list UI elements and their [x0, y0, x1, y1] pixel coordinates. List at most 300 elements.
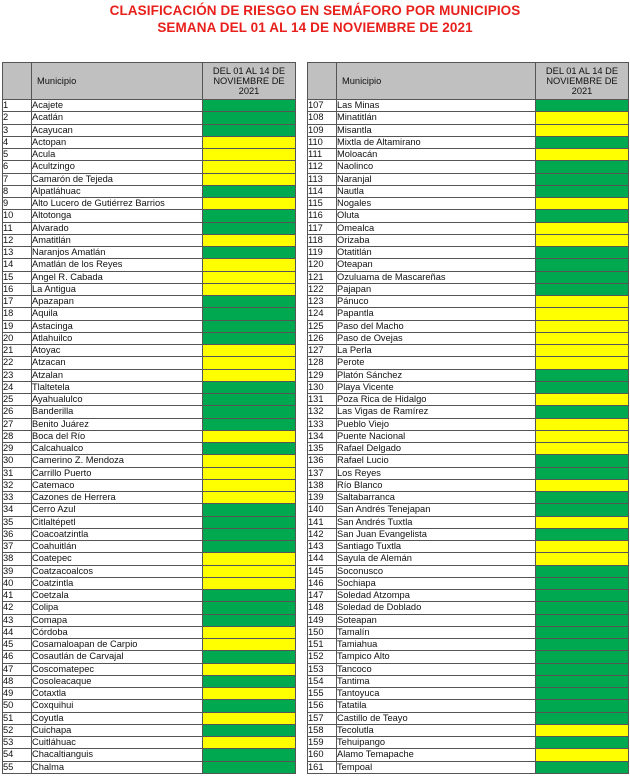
table-row [3, 688, 296, 700]
table-row [3, 136, 296, 148]
row-number: 30 [3, 455, 32, 467]
semaforo-verde [203, 100, 296, 112]
semaforo-verde [203, 675, 296, 687]
table-row [3, 602, 296, 614]
row-number: 21 [3, 345, 32, 357]
semaforo-verde [203, 124, 296, 136]
table-row [3, 173, 296, 185]
municipio-name: Coxquihui [32, 700, 203, 712]
row-number: 2 [3, 112, 32, 124]
municipio-name: Pánuco [337, 296, 536, 308]
row-number: 1 [3, 100, 32, 112]
table-row [308, 492, 629, 504]
semaforo-amarillo [203, 492, 296, 504]
table-row [308, 467, 629, 479]
municipio-name: Nautla [337, 185, 536, 197]
municipio-name: Cerro Azul [32, 504, 203, 516]
row-number: 53 [3, 737, 32, 749]
row-number: 140 [308, 504, 337, 516]
municipio-name: Cazones de Herrera [32, 492, 203, 504]
municipio-name: San Juan Evangelista [337, 528, 536, 540]
municipio-name: Pueblo Viejo [337, 418, 536, 430]
row-number: 7 [3, 173, 32, 185]
table-row [3, 749, 296, 761]
semaforo-verde [203, 112, 296, 124]
row-number: 152 [308, 651, 337, 663]
semaforo-verde [203, 541, 296, 553]
table-row [3, 198, 296, 210]
semaforo-verde [536, 700, 629, 712]
table-row [3, 320, 296, 332]
table-row [3, 712, 296, 724]
municipio-name: Puente Nacional [337, 430, 536, 442]
row-number: 35 [3, 516, 32, 528]
table-row [308, 149, 629, 161]
row-number: 47 [3, 663, 32, 675]
risk-table-left [2, 62, 296, 774]
table-row [308, 222, 629, 234]
municipio-name: Coatzacoalcos [32, 565, 203, 577]
table-row [308, 234, 629, 246]
table-row [3, 675, 296, 687]
semaforo-amarillo [203, 626, 296, 638]
municipio-name: Camarón de Tejeda [32, 173, 203, 185]
row-number: 135 [308, 443, 337, 455]
semaforo-verde [203, 614, 296, 626]
semaforo-amarillo [203, 345, 296, 357]
table-row [308, 247, 629, 259]
municipio-name: Soledad de Doblado [337, 602, 536, 614]
semaforo-amarillo [203, 565, 296, 577]
semaforo-amarillo [536, 724, 629, 736]
municipio-name: Catemaco [32, 479, 203, 491]
table-row [308, 100, 629, 112]
municipio-name: Acajete [32, 100, 203, 112]
municipio-name: Pajapan [337, 283, 536, 295]
header-week-line3: 2021 [238, 86, 260, 96]
semaforo-verde [536, 369, 629, 381]
semaforo-amarillo [203, 663, 296, 675]
semaforo-amarillo [536, 430, 629, 442]
semaforo-amarillo [536, 308, 629, 320]
row-number: 6 [3, 161, 32, 173]
row-number: 26 [3, 406, 32, 418]
row-number: 22 [3, 357, 32, 369]
semaforo-amarillo [203, 198, 296, 210]
municipio-name: Citlaltépetl [32, 516, 203, 528]
table-row [308, 320, 629, 332]
table-row [308, 626, 629, 638]
municipio-name: San Andrés Tuxtla [337, 516, 536, 528]
semaforo-amarillo [536, 296, 629, 308]
semaforo-verde [536, 565, 629, 577]
row-number: 116 [308, 210, 337, 222]
municipio-name: Coetzala [32, 590, 203, 602]
row-number: 110 [308, 136, 337, 148]
semaforo-verde [536, 492, 629, 504]
municipio-name: Tantima [337, 675, 536, 687]
semaforo-amarillo [536, 553, 629, 565]
table-row [3, 332, 296, 344]
semaforo-verde [203, 724, 296, 736]
table-row [3, 541, 296, 553]
table-row [308, 271, 629, 283]
semaforo-amarillo [536, 112, 629, 124]
semaforo-verde [536, 210, 629, 222]
table-row [308, 112, 629, 124]
table-row [308, 749, 629, 761]
municipio-name: Tatatila [337, 700, 536, 712]
semaforo-amarillo [203, 271, 296, 283]
row-number: 127 [308, 345, 337, 357]
table-row [308, 418, 629, 430]
municipio-name: Ozuluama de Mascareñas [337, 271, 536, 283]
header-week-line2: NOVIEMBRE DE [546, 76, 618, 86]
table-row [308, 541, 629, 553]
municipio-name: Banderilla [32, 406, 203, 418]
row-number: 15 [3, 271, 32, 283]
table-row [3, 271, 296, 283]
row-number: 54 [3, 749, 32, 761]
table-row [3, 467, 296, 479]
row-number: 158 [308, 724, 337, 736]
table-row [308, 724, 629, 736]
table-row [3, 296, 296, 308]
semaforo-amarillo [536, 320, 629, 332]
municipio-name: Coahuitlán [32, 541, 203, 553]
row-number: 17 [3, 296, 32, 308]
semaforo-verde [536, 528, 629, 540]
row-number: 153 [308, 663, 337, 675]
municipio-name: Cuichapa [32, 724, 203, 736]
table-row [3, 761, 296, 773]
municipio-name: Sayula de Alemán [337, 553, 536, 565]
table-row [308, 504, 629, 516]
table-row [3, 700, 296, 712]
table-row [308, 590, 629, 602]
municipio-name: Actopan [32, 136, 203, 148]
table-row [3, 124, 296, 136]
semaforo-amarillo [536, 357, 629, 369]
row-number: 10 [3, 210, 32, 222]
row-number: 44 [3, 626, 32, 638]
row-number: 25 [3, 394, 32, 406]
semaforo-verde [536, 712, 629, 724]
table-row [3, 357, 296, 369]
municipio-name: Castillo de Teayo [337, 712, 536, 724]
row-number: 113 [308, 173, 337, 185]
municipio-name: San Andrés Tenejapan [337, 504, 536, 516]
header-municipio: Municipio [337, 63, 536, 100]
semaforo-verde [536, 247, 629, 259]
semaforo-verde [536, 761, 629, 773]
semaforo-verde [203, 185, 296, 197]
semaforo-verde [203, 590, 296, 602]
municipio-name: Perote [337, 357, 536, 369]
table-row [3, 614, 296, 626]
semaforo-verde [536, 675, 629, 687]
municipio-name: Tantoyuca [337, 688, 536, 700]
municipio-name: Aquila [32, 308, 203, 320]
table-header-row [308, 63, 629, 100]
semaforo-amarillo [536, 541, 629, 553]
semaforo-amarillo [203, 234, 296, 246]
row-number: 144 [308, 553, 337, 565]
municipio-name: Río Blanco [337, 479, 536, 491]
row-number: 155 [308, 688, 337, 700]
municipio-name: Tecolutla [337, 724, 536, 736]
table-row [308, 296, 629, 308]
table-row [308, 712, 629, 724]
table-row [3, 443, 296, 455]
row-number: 32 [3, 479, 32, 491]
municipio-name: Chacaltianguis [32, 749, 203, 761]
semaforo-verde [536, 381, 629, 393]
row-number: 51 [3, 712, 32, 724]
semaforo-verde [536, 614, 629, 626]
row-number: 129 [308, 369, 337, 381]
semaforo-amarillo [203, 737, 296, 749]
row-number: 38 [3, 553, 32, 565]
row-number: 134 [308, 430, 337, 442]
row-number: 50 [3, 700, 32, 712]
semaforo-verde [203, 406, 296, 418]
semaforo-verde [536, 504, 629, 516]
row-number: 123 [308, 296, 337, 308]
semaforo-amarillo [536, 222, 629, 234]
semaforo-amarillo [203, 369, 296, 381]
table-row [308, 675, 629, 687]
municipio-name: Soledad Atzompa [337, 590, 536, 602]
table-row [308, 651, 629, 663]
semaforo-amarillo [536, 418, 629, 430]
municipio-name: Tamalín [337, 626, 536, 638]
semaforo-amarillo [536, 149, 629, 161]
municipio-name: Platón Sánchez [337, 369, 536, 381]
municipio-name: Alto Lucero de Gutiérrez Barrios [32, 198, 203, 210]
row-number: 27 [3, 418, 32, 430]
table-row [308, 443, 629, 455]
row-number: 137 [308, 467, 337, 479]
table-row [308, 455, 629, 467]
semaforo-amarillo [203, 479, 296, 491]
table-row [308, 663, 629, 675]
header-week-line1: DEL 01 AL 14 DE [545, 66, 619, 76]
table-row [308, 614, 629, 626]
municipio-name: Saltabarranca [337, 492, 536, 504]
row-number: 125 [308, 320, 337, 332]
municipio-name: Playa Vicente [337, 381, 536, 393]
semaforo-amarillo [203, 467, 296, 479]
table-row [308, 761, 629, 773]
municipio-name: Tempoal [337, 761, 536, 773]
row-number: 41 [3, 590, 32, 602]
semaforo-amarillo [203, 553, 296, 565]
header-number-cell [3, 63, 32, 100]
semaforo-verde [536, 100, 629, 112]
municipio-name: La Perla [337, 345, 536, 357]
semaforo-amarillo [536, 516, 629, 528]
table-row [3, 247, 296, 259]
row-number: 28 [3, 430, 32, 442]
table-row [308, 406, 629, 418]
municipio-name: Tancoco [337, 663, 536, 675]
table-row [308, 565, 629, 577]
municipio-name: Oteapan [337, 259, 536, 271]
table-row [3, 259, 296, 271]
header-week-line3: 2021 [571, 86, 593, 96]
row-number: 141 [308, 516, 337, 528]
municipio-name: Amatlán de los Reyes [32, 259, 203, 271]
semaforo-amarillo [203, 283, 296, 295]
semaforo-verde [203, 651, 296, 663]
table-row [3, 553, 296, 565]
semaforo-verde [203, 320, 296, 332]
row-number: 131 [308, 394, 337, 406]
municipio-name: Paso de Ovejas [337, 332, 536, 344]
municipio-name: Astacinga [32, 320, 203, 332]
semaforo-verde [203, 332, 296, 344]
table-row [3, 516, 296, 528]
row-number: 139 [308, 492, 337, 504]
table-row [3, 185, 296, 197]
table-row [308, 700, 629, 712]
row-number: 157 [308, 712, 337, 724]
semaforo-verde [536, 626, 629, 638]
municipio-name: Coatepec [32, 553, 203, 565]
table-row [308, 528, 629, 540]
row-number: 40 [3, 577, 32, 589]
table-row [308, 577, 629, 589]
row-number: 43 [3, 614, 32, 626]
semaforo-verde [203, 418, 296, 430]
municipio-name: Tehuipango [337, 737, 536, 749]
semaforo-verde [203, 700, 296, 712]
table-row [308, 332, 629, 344]
row-number: 119 [308, 247, 337, 259]
semaforo-verde [203, 210, 296, 222]
municipio-name: La Antigua [32, 283, 203, 295]
semaforo-amarillo [203, 161, 296, 173]
row-number: 45 [3, 639, 32, 651]
semaforo-verde [536, 173, 629, 185]
municipio-name: Cotaxtla [32, 688, 203, 700]
table-row [308, 124, 629, 136]
table-row [308, 516, 629, 528]
row-number: 52 [3, 724, 32, 736]
page-subtitle: SEMANA DEL 01 AL 14 DE NOVIEMBRE DE 2021 [157, 20, 473, 35]
municipio-name: Coscomatepec [32, 663, 203, 675]
municipio-name: Atoyac [32, 345, 203, 357]
row-number: 3 [3, 124, 32, 136]
semaforo-verde [203, 394, 296, 406]
row-number: 117 [308, 222, 337, 234]
row-number: 31 [3, 467, 32, 479]
municipio-name: Acula [32, 149, 203, 161]
municipio-name: Comapa [32, 614, 203, 626]
header-week [536, 63, 629, 100]
municipio-name: Naranjos Amatlán [32, 247, 203, 259]
semaforo-verde [536, 136, 629, 148]
row-number: 147 [308, 590, 337, 602]
table-row [3, 149, 296, 161]
semaforo-amarillo [203, 639, 296, 651]
municipio-name: Atzalan [32, 369, 203, 381]
table-row [308, 602, 629, 614]
semaforo-amarillo [203, 455, 296, 467]
row-number: 12 [3, 234, 32, 246]
municipio-name: Tamiahua [337, 639, 536, 651]
municipio-name: Rafael Lucio [337, 455, 536, 467]
municipio-name: Altotonga [32, 210, 203, 222]
semaforo-verde [203, 443, 296, 455]
municipio-name: Coyutla [32, 712, 203, 724]
municipio-name: Alpatláhuac [32, 185, 203, 197]
municipio-name: Ayahualulco [32, 394, 203, 406]
row-number: 13 [3, 247, 32, 259]
municipio-name: Cosautlán de Carvajal [32, 651, 203, 663]
table-row [308, 198, 629, 210]
table-row [3, 210, 296, 222]
municipio-name: Benito Juárez [32, 418, 203, 430]
table-row [3, 455, 296, 467]
table-row [3, 418, 296, 430]
row-number: 142 [308, 528, 337, 540]
table-row [308, 136, 629, 148]
table-row [3, 639, 296, 651]
municipio-name: Las Minas [337, 100, 536, 112]
municipio-name: Rafael Delgado [337, 443, 536, 455]
municipio-name: Colipa [32, 602, 203, 614]
table-row [308, 283, 629, 295]
semaforo-amarillo [203, 136, 296, 148]
municipio-name: Misantla [337, 124, 536, 136]
row-number: 112 [308, 161, 337, 173]
municipio-name: Calcahualco [32, 443, 203, 455]
semaforo-verde [203, 222, 296, 234]
municipio-name: Acultzingo [32, 161, 203, 173]
municipio-name: Papantla [337, 308, 536, 320]
row-number: 33 [3, 492, 32, 504]
semaforo-verde [536, 185, 629, 197]
row-number: 109 [308, 124, 337, 136]
row-number: 143 [308, 541, 337, 553]
municipio-name: Camerino Z. Mendoza [32, 455, 203, 467]
semaforo-amarillo [203, 357, 296, 369]
municipio-name: Atzacan [32, 357, 203, 369]
municipio-name: Córdoba [32, 626, 203, 638]
municipio-name: Oluta [337, 210, 536, 222]
semaforo-amarillo [536, 443, 629, 455]
semaforo-amarillo [536, 394, 629, 406]
table-row [308, 308, 629, 320]
table-row [3, 577, 296, 589]
table-row [3, 479, 296, 491]
row-number: 18 [3, 308, 32, 320]
row-number: 124 [308, 308, 337, 320]
row-number: 107 [308, 100, 337, 112]
semaforo-verde [536, 651, 629, 663]
table-row [3, 492, 296, 504]
header-week-line2: NOVIEMBRE DE [213, 76, 285, 86]
row-number: 4 [3, 136, 32, 148]
municipio-name: Poza Rica de Hidalgo [337, 394, 536, 406]
semaforo-amarillo [536, 124, 629, 136]
semaforo-verde [536, 577, 629, 589]
semaforo-verde [203, 504, 296, 516]
municipio-name: Otatitlán [337, 247, 536, 259]
municipio-name: Las Vigas de Ramírez [337, 406, 536, 418]
